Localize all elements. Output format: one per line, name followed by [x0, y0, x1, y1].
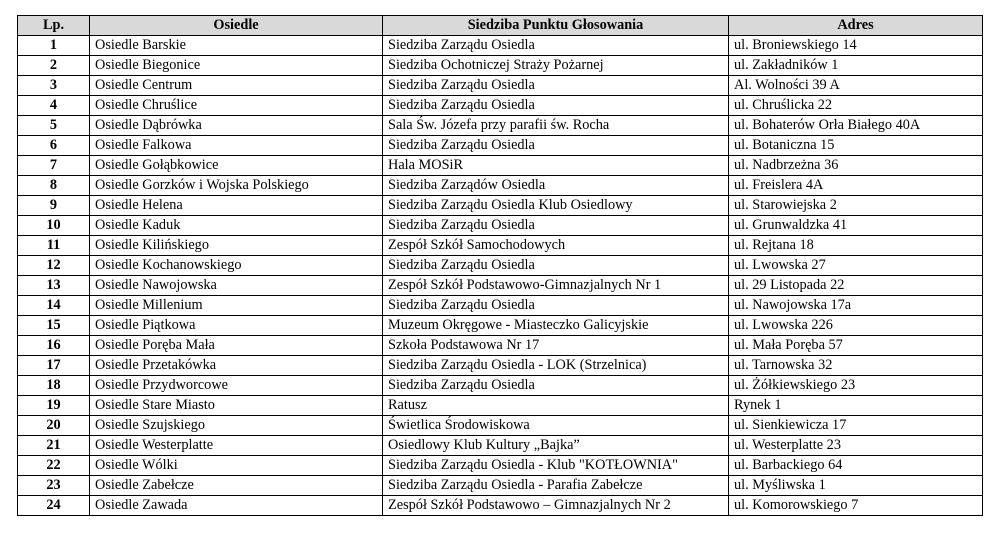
cell-lp: 11: [18, 236, 90, 256]
cell-lp: 23: [18, 476, 90, 496]
cell-lp: 16: [18, 336, 90, 356]
table-row: [18, 216, 983, 236]
cell-adres: Rynek 1: [729, 396, 983, 416]
cell-lp: 12: [18, 256, 90, 276]
header-lp: Lp.: [18, 16, 90, 36]
cell-adres: Al. Wolności 39 A: [729, 76, 983, 96]
table-row: [18, 396, 983, 416]
cell-siedziba: Siedziba Zarządu Osiedla - Klub "KOTŁOWNIA": [383, 456, 729, 476]
cell-adres: ul. Zakładników 1: [729, 56, 983, 76]
cell-siedziba: Sala Św. Józefa przy parafii św. Rocha: [383, 116, 729, 136]
cell-osiedle: Osiedle Westerplatte: [90, 436, 383, 456]
cell-siedziba: Siedziba Zarządu Osiedla - Parafia Zabełcze: [383, 476, 729, 496]
cell-osiedle: Osiedle Millenium: [90, 296, 383, 316]
table-row: [18, 416, 983, 436]
cell-lp: 19: [18, 396, 90, 416]
cell-siedziba: Siedziba Zarządu Osiedla - LOK (Strzelnica): [383, 356, 729, 376]
table-row: [18, 316, 983, 336]
header-adres: Adres: [729, 16, 983, 36]
cell-osiedle: Osiedle Chruślice: [90, 96, 383, 116]
cell-osiedle: Osiedle Kaduk: [90, 216, 383, 236]
polling-stations-table: [17, 15, 983, 516]
table-row: [18, 236, 983, 256]
cell-adres: ul. Freislera 4A: [729, 176, 983, 196]
cell-osiedle: Osiedle Kilińskiego: [90, 236, 383, 256]
cell-siedziba: Siedziba Zarządu Osiedla: [383, 376, 729, 396]
cell-lp: 5: [18, 116, 90, 136]
cell-lp: 1: [18, 36, 90, 56]
table-row: [18, 76, 983, 96]
table-row: [18, 336, 983, 356]
cell-osiedle: Osiedle Wólki: [90, 456, 383, 476]
table-row: [18, 476, 983, 496]
table-row: [18, 56, 983, 76]
cell-adres: ul. Lwowska 226: [729, 316, 983, 336]
table-row: [18, 176, 983, 196]
cell-lp: 17: [18, 356, 90, 376]
table-header: [18, 16, 983, 36]
cell-siedziba: Zespół Szkół Samochodowych: [383, 236, 729, 256]
cell-siedziba: Siedziba Zarządu Osiedla: [383, 36, 729, 56]
cell-lp: 20: [18, 416, 90, 436]
cell-osiedle: Osiedle Gorzków i Wojska Polskiego: [90, 176, 383, 196]
cell-siedziba: Świetlica Środowiskowa: [383, 416, 729, 436]
cell-adres: ul. 29 Listopada 22: [729, 276, 983, 296]
cell-adres: ul. Nawojowska 17a: [729, 296, 983, 316]
table-row: [18, 356, 983, 376]
cell-lp: 21: [18, 436, 90, 456]
cell-lp: 10: [18, 216, 90, 236]
cell-adres: ul. Rejtana 18: [729, 236, 983, 256]
cell-osiedle: Osiedle Przydworcowe: [90, 376, 383, 396]
cell-osiedle: Osiedle Piątkowa: [90, 316, 383, 336]
table-row: [18, 96, 983, 116]
cell-siedziba: Siedziba Ochotniczej Straży Pożarnej: [383, 56, 729, 76]
cell-lp: 8: [18, 176, 90, 196]
cell-siedziba: Siedziba Zarządu Osiedla: [383, 136, 729, 156]
cell-lp: 9: [18, 196, 90, 216]
cell-osiedle: Osiedle Zawada: [90, 496, 383, 516]
cell-siedziba: Ratusz: [383, 396, 729, 416]
cell-adres: ul. Starowiejska 2: [729, 196, 983, 216]
cell-osiedle: Osiedle Falkowa: [90, 136, 383, 156]
cell-osiedle: Osiedle Nawojowska: [90, 276, 383, 296]
cell-siedziba: Zespół Szkół Podstawowo-Gimnazjalnych Nr 1: [383, 276, 729, 296]
cell-osiedle: Osiedle Gołąbkowice: [90, 156, 383, 176]
cell-osiedle: Osiedle Helena: [90, 196, 383, 216]
cell-siedziba: Siedziba Zarządu Osiedla: [383, 96, 729, 116]
cell-osiedle: Osiedle Kochanowskiego: [90, 256, 383, 276]
cell-siedziba: Siedziba Zarządu Osiedla: [383, 256, 729, 276]
cell-siedziba: Siedziba Zarządu Osiedla: [383, 296, 729, 316]
cell-osiedle: Osiedle Szujskiego: [90, 416, 383, 436]
cell-siedziba: Siedziba Zarządu Osiedla: [383, 216, 729, 236]
table-row: [18, 196, 983, 216]
cell-adres: ul. Barbackiego 64: [729, 456, 983, 476]
cell-lp: 15: [18, 316, 90, 336]
cell-adres: ul. Żółkiewskiego 23: [729, 376, 983, 396]
cell-adres: ul. Nadbrzeżna 36: [729, 156, 983, 176]
cell-osiedle: Osiedle Zabełcze: [90, 476, 383, 496]
table-row: [18, 36, 983, 56]
table-row: [18, 296, 983, 316]
cell-lp: 14: [18, 296, 90, 316]
cell-adres: ul. Sienkiewicza 17: [729, 416, 983, 436]
table-row: [18, 456, 983, 476]
table-row: [18, 436, 983, 456]
cell-lp: 22: [18, 456, 90, 476]
cell-lp: 6: [18, 136, 90, 156]
cell-lp: 13: [18, 276, 90, 296]
cell-siedziba: Siedziba Zarządów Osiedla: [383, 176, 729, 196]
cell-osiedle: Osiedle Dąbrówka: [90, 116, 383, 136]
header-osiedle: Osiedle: [90, 16, 383, 36]
cell-adres: ul. Broniewskiego 14: [729, 36, 983, 56]
polling-stations-table-wrapper: [17, 15, 983, 516]
cell-adres: ul. Myśliwska 1: [729, 476, 983, 496]
cell-adres: ul. Lwowska 27: [729, 256, 983, 276]
cell-lp: 24: [18, 496, 90, 516]
table-row: [18, 256, 983, 276]
cell-siedziba: Siedziba Zarządu Osiedla: [383, 76, 729, 96]
table-row: [18, 376, 983, 396]
cell-osiedle: Osiedle Biegonice: [90, 56, 383, 76]
cell-osiedle: Osiedle Poręba Mała: [90, 336, 383, 356]
table-row: [18, 136, 983, 156]
cell-adres: ul. Mała Poręba 57: [729, 336, 983, 356]
cell-siedziba: Osiedlowy Klub Kultury „Bajka”: [383, 436, 729, 456]
cell-lp: 4: [18, 96, 90, 116]
cell-siedziba: Hala MOSiR: [383, 156, 729, 176]
header-row: [18, 16, 983, 36]
cell-adres: ul. Tarnowska 32: [729, 356, 983, 376]
header-siedziba: Siedziba Punktu Głosowania: [383, 16, 729, 36]
cell-siedziba: Siedziba Zarządu Osiedla Klub Osiedlowy: [383, 196, 729, 216]
cell-siedziba: Szkoła Podstawowa Nr 17: [383, 336, 729, 356]
cell-adres: ul. Komorowskiego 7: [729, 496, 983, 516]
cell-osiedle: Osiedle Przetakówka: [90, 356, 383, 376]
table-row: [18, 116, 983, 136]
cell-lp: 18: [18, 376, 90, 396]
cell-siedziba: Muzeum Okręgowe - Miasteczko Galicyjskie: [383, 316, 729, 336]
cell-siedziba: Zespół Szkół Podstawowo – Gimnazjalnych Nr 2: [383, 496, 729, 516]
cell-lp: 2: [18, 56, 90, 76]
cell-osiedle: Osiedle Barskie: [90, 36, 383, 56]
cell-osiedle: Osiedle Stare Miasto: [90, 396, 383, 416]
cell-osiedle: Osiedle Centrum: [90, 76, 383, 96]
cell-lp: 7: [18, 156, 90, 176]
table-row: [18, 276, 983, 296]
cell-adres: ul. Westerplatte 23: [729, 436, 983, 456]
table-body: [18, 36, 983, 516]
cell-adres: ul. Bohaterów Orła Białego 40A: [729, 116, 983, 136]
table-row: [18, 496, 983, 516]
cell-adres: ul. Chruślicka 22: [729, 96, 983, 116]
cell-lp: 3: [18, 76, 90, 96]
table-row: [18, 156, 983, 176]
cell-adres: ul. Grunwaldzka 41: [729, 216, 983, 236]
cell-adres: ul. Botaniczna 15: [729, 136, 983, 156]
